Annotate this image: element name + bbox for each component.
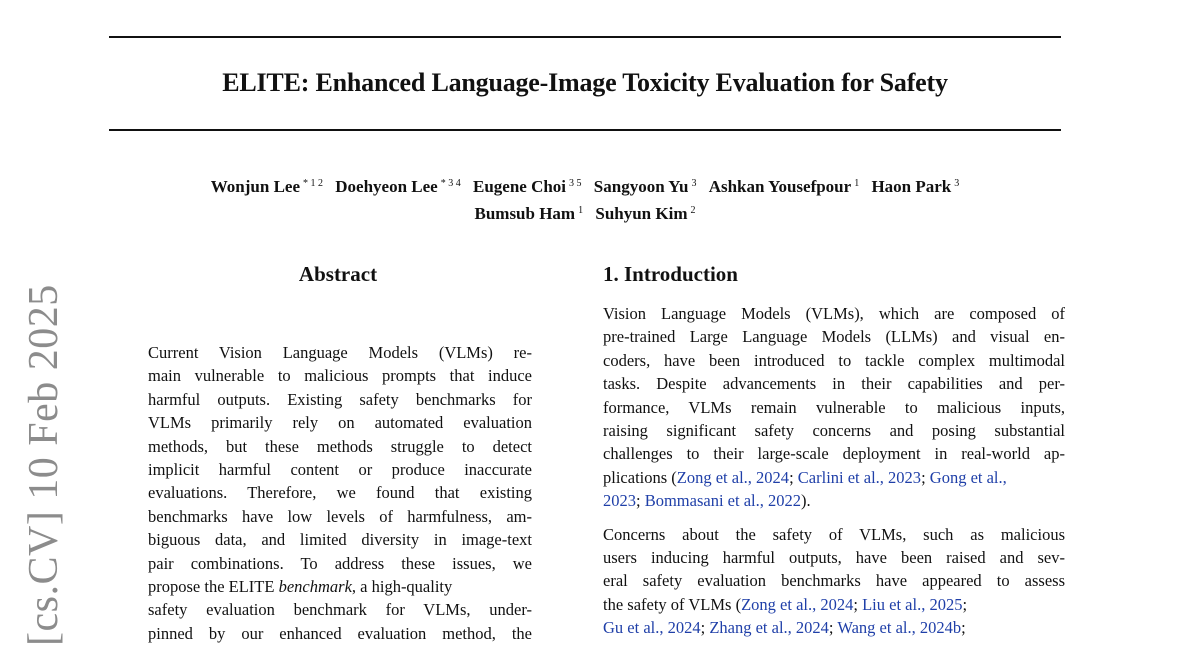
abstract-line: Current Vision Language Models (VLMs) re-	[148, 343, 532, 362]
intro-line: eral safety evaluation benchmarks have appeared to assess	[603, 571, 1065, 591]
citation-link[interactable]: 2023	[603, 491, 636, 511]
citation-link[interactable]: Wang et al., 2024b	[837, 618, 962, 638]
paragraph-gap	[603, 513, 1065, 523]
introduction-heading: 1. Introduction	[603, 262, 738, 286]
intro-line: 2023; Bommasani et al., 2022).	[603, 491, 811, 511]
intro-line: formance, VLMs remain vulnerable to malicious inputs,	[603, 397, 1065, 417]
abstract-line: pair combinations. To address these issues, we	[148, 553, 532, 573]
abstract-heading: Abstract	[298, 262, 378, 286]
paper-title: ELITE: Enhanced Language-Image Toxicity Evaluation for Safety	[222, 68, 948, 97]
author: Haon Park $^3$	[871, 177, 960, 196]
author: Ashkan Yousefpour $^1$	[708, 177, 860, 196]
intro-line: coders, have been introduced to tackle complex multimodal	[603, 350, 1065, 370]
top-rule	[109, 36, 1061, 38]
bottom-rule	[109, 129, 1061, 131]
citation-link[interactable]: Zhang et al., 2024	[709, 618, 829, 638]
author-row-2	[0, 199, 1170, 226]
author: Sangyoon Yu $^3$	[593, 177, 697, 196]
abstract-line: biguous data, and limited diversity in image-text	[148, 530, 532, 550]
author-list	[0, 172, 1170, 226]
author: Eugene Choi $^{3 5}$	[472, 177, 582, 196]
abstract-line: methods, but these methods struggle to detect	[148, 436, 532, 456]
intro-line: pre-trained Large Language Models (LLMs) and visual en-	[603, 327, 1065, 347]
abstract-line: implicit harmful content or produce inaccurate	[148, 460, 532, 480]
abstract-line: harmful outputs. Existing safety benchmarks for	[148, 389, 532, 409]
arxiv-stamp: [cs.CV] 10 Feb 2025	[21, 284, 67, 646]
author: Doehyeon Lee $^{* 3 4}$	[335, 177, 461, 196]
citation-link[interactable]: Bommasani et al., 2022	[644, 491, 801, 511]
intro-line: the safety of VLMs (Zong et al., 2024; Liu et al., 2025;	[603, 594, 968, 614]
intro-line: Gu et al., 2024; Zhang et al., 2024; Wang et al., 2024b;	[603, 618, 966, 638]
citation-link[interactable]: Carlini et al., 2023	[797, 467, 922, 487]
intro-line: Vision Language Models (VLMs), which are composed of	[603, 304, 1065, 323]
citation-link[interactable]: Zong et al., 2024	[676, 467, 790, 487]
author: Wonjun Lee $^{* 1 2}$	[210, 177, 324, 196]
abstract-line: evaluations. Therefore, we found that existing	[148, 483, 532, 503]
abstract-body	[148, 341, 532, 645]
intro-line: users inducing harmful outputs, have been raised and sev-	[603, 548, 1065, 568]
author: Bumsub Ham $^1$	[474, 204, 584, 223]
intro-line: Concerns about the safety of VLMs, such as malicious	[603, 524, 1065, 544]
abstract-line: main vulnerable to malicious prompts that induce	[148, 366, 532, 386]
intro-line: raising significant safety concerns and posing substantial	[603, 421, 1065, 441]
citation-link[interactable]: Zong et al., 2024	[741, 594, 854, 614]
abstract-line: safety evaluation benchmark for VLMs, under-	[148, 600, 532, 620]
intro-line: tasks. Despite advancements in their capabilities and per-	[603, 374, 1065, 394]
author: Suhyun Kim $^2$	[595, 204, 696, 223]
citation-link[interactable]: Gu et al., 2024	[603, 618, 701, 638]
citation-link[interactable]: Liu et al., 2025	[862, 594, 963, 614]
abstract-line: pinned by our enhanced evaluation method, the	[148, 623, 532, 643]
intro-line: plications (Zong et al., 2024; Carlini et al., 2023; Gong et al.,	[603, 467, 1007, 487]
citation-link[interactable]: Gong et al.,	[929, 467, 1007, 487]
abstract-line: propose the ELITE benchmark, a high-quality	[148, 577, 453, 597]
author-row-1	[0, 172, 1170, 199]
introduction-body	[603, 302, 1065, 640]
abstract-line: VLMs primarily rely on automated evaluation	[148, 413, 532, 433]
intro-line: challenges to their large-scale deployment in real-world ap-	[603, 444, 1065, 464]
abstract-line: benchmarks have low levels of harmfulness, am-	[148, 506, 532, 526]
